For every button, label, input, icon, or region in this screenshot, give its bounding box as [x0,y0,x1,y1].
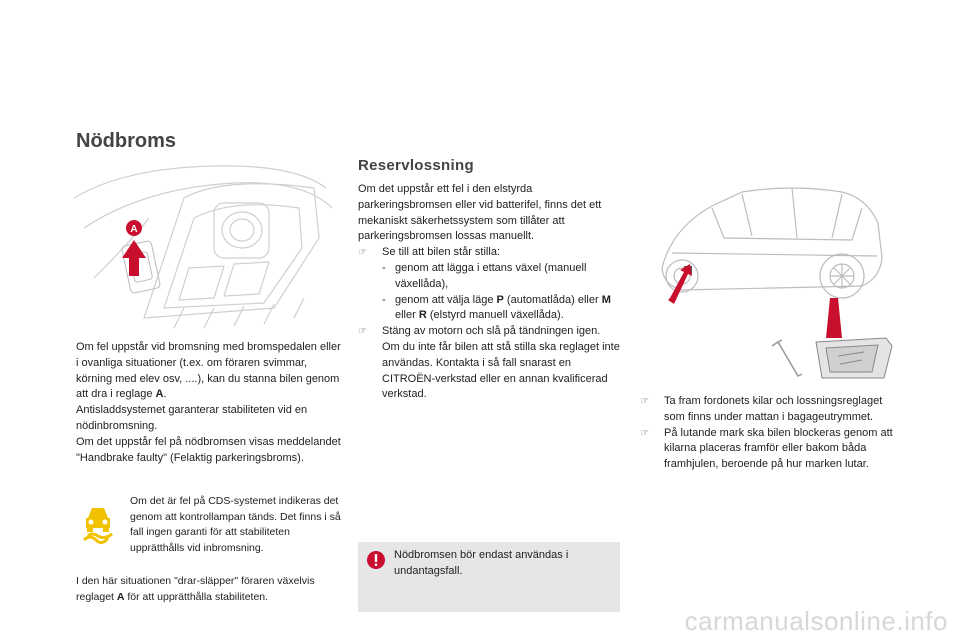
dash-marker: - [382,261,386,274]
cds-text: Om det är fel på CDS-systemet indikeras det genom att kontrollampan tänds. Det finns i så fall ingen garanti för att stabiliteten upprätthålls vid inbromsning. [130,495,341,554]
dash2-b: (automatlåda) eller [506,293,599,306]
console-drawing [64,158,336,338]
exclamation-icon [366,550,386,570]
left-column [76,340,344,466]
label-a-text: A [130,224,138,235]
red-pointer-icon [826,298,842,338]
left-p4-end: för att upprätthålla stabiliteten. [127,590,269,603]
middle-bullet-2-text: Stäng av motorn och slå på tändningen igen. Om du inte får bilen att stå stilla ska reglaget inte användas. Kontakta i så fall snarast en CITROËN-verkstad eller en annan kvalificerad verkstad. [382,325,620,401]
left-p1-text: Om fel uppstår vid bromsning med bromspedalen eller i ovanliga situationer (t.ex. om föraren svimmar, körning med elev osv, ....), kan du stanna bilen genom att dra i reglage [76,341,341,401]
warning-text: Nödbromsen bör endast användas i undantagsfall. [394,549,569,577]
middle-dash-1 [358,261,620,293]
section-heading-reservlossning: Reservlossning [358,157,474,174]
right-bullet-2-text: På lutande mark ska bilen blockeras genom att kilarna placeras framför eller bakom båda framhjulen, beroende på hur marken lutar. [664,426,893,471]
warning-box [358,542,620,612]
control-ref-a: A [155,388,164,401]
console-illustration [64,158,336,338]
wheel-chock-icon [816,338,892,378]
wheel-chock-arrow-icon [664,262,694,304]
left-paragraph-3: Om det uppstår fel på nödbromsen visas meddelandet "Handbrake faulty" (Felaktig parkeringsbroms). [76,435,341,464]
dash2-c: eller [395,309,416,322]
watermark: carmanualsonline.info [684,606,948,636]
dash2-a: genom att välja läge [395,293,494,306]
left-paragraph-4 [76,574,344,605]
pointing-finger-icon: ☞ [640,396,649,407]
gear-p: P [496,293,504,306]
middle-column [358,182,620,403]
middle-bullet-2 [358,324,620,403]
cds-warning-icon [80,500,116,544]
right-bullet-1 [640,394,902,426]
pointing-finger-icon: ☞ [358,247,367,259]
middle-dash-2 [358,293,620,325]
middle-dash-1-text: genom att lägga i ettans växel (manuell växellåda), [395,261,587,290]
release-lever-icon [772,340,802,376]
pointing-finger-icon: ☞ [358,326,367,338]
pointing-finger-icon: ☞ [640,427,649,439]
left-paragraph-1 [76,340,344,403]
chock-tools-illustration [768,298,898,384]
middle-intro: Om det uppstår ett fel i den elstyrda parkeringsbromsen eller vid batterifel, finns det ett mekaniskt säkerhetssystem som tillåter att parkeringsbromsen lossas manuellt. [358,183,602,243]
right-column [640,394,902,473]
left-paragraph-2: Antisladdsystemet garanterar stabiliteten vid en nödinbromsning. [76,404,308,432]
middle-bullet-1-text: Se till att bilen står stilla: [382,246,500,259]
control-ref-a-2: A [116,590,125,603]
right-bullet-1-text: Ta fram fordonets kilar och lossningsreglaget som finns under mattan i bagageutrymmet. [664,395,883,423]
page-title: Nödbroms [76,130,176,152]
dash2-d: (elstyrd manuell växellåda). [429,309,564,322]
gear-m: M [601,293,611,306]
right-bullet-2 [640,426,902,473]
dash-marker: - [382,293,386,306]
middle-bullet-1 [358,245,620,261]
left-p1-end: . [163,388,167,401]
gear-r: R [418,309,427,322]
left-p4-start: I den här situationen "drar-släpper" föraren växelvis reglaget [76,575,315,603]
